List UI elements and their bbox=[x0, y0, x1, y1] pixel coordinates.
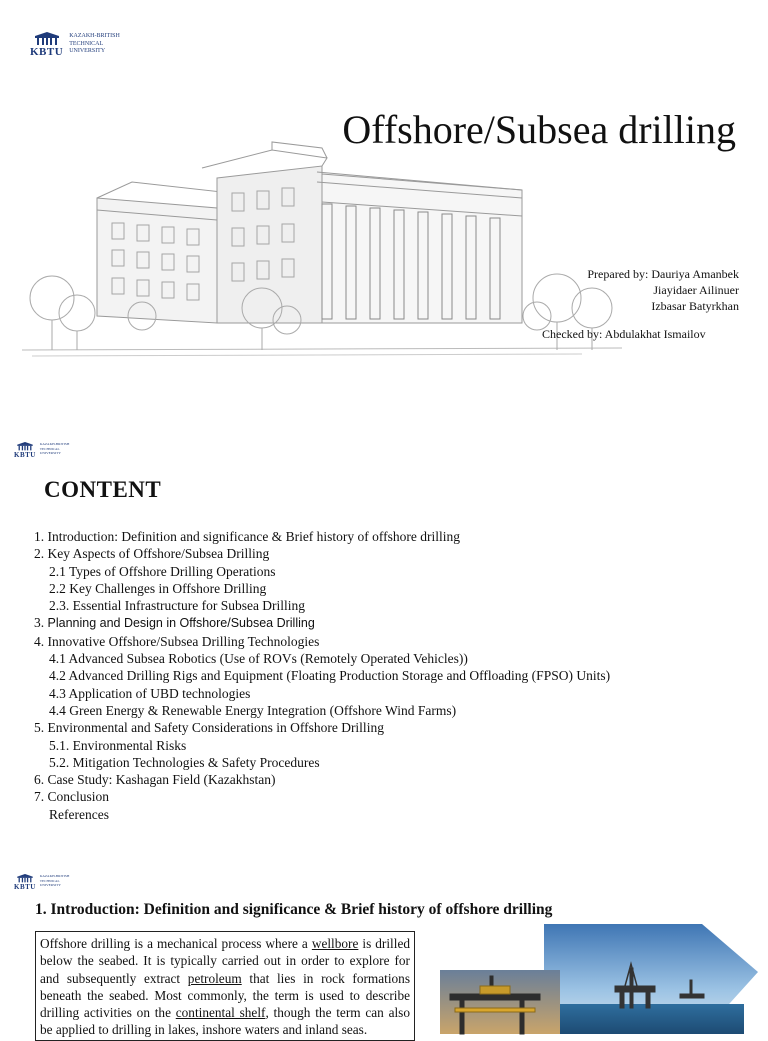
para-text: Offshore drilling is a mechanical process where a bbox=[40, 936, 312, 951]
introduction-slide bbox=[0, 840, 768, 1038]
logo-line: TECHNICAL bbox=[39, 446, 60, 451]
logo-line: UNIVERSITY bbox=[39, 883, 61, 887]
toc-item bbox=[34, 771, 610, 788]
contents-heading: CONTENT bbox=[44, 477, 162, 502]
logo-line: KAZAKH-BRITISH bbox=[39, 874, 70, 878]
para-text: that lies in rock formations beneath the seabed. Most commonly, the term is used to describe drilling activities on the bbox=[40, 970, 411, 1021]
logo-line: KAZAKH-BRITISH bbox=[69, 33, 120, 39]
logo-line: UNIVERSITY bbox=[69, 48, 106, 54]
toc-item-text: 4.4 Green Energy & Renewable Energy Integration (Offshore Wind Farms) bbox=[49, 702, 457, 718]
toc-item-text: References bbox=[49, 806, 109, 822]
petroleum-link[interactable]: petroleum bbox=[187, 970, 242, 986]
title-slide bbox=[0, 0, 768, 384]
toc-item bbox=[34, 685, 610, 702]
kbtu-emblem-icon bbox=[16, 874, 34, 883]
prepared-by: Prepared by: Dauriya Amanbek bbox=[587, 267, 739, 281]
author-name: Izbasar Batyrkhan bbox=[651, 299, 739, 313]
toc-item-text: 2.2 Key Challenges in Offshore Drilling bbox=[49, 580, 267, 596]
toc-item bbox=[34, 702, 610, 719]
toc-item-text: 3. bbox=[34, 615, 48, 631]
toc-item-text: 4. Innovative Offshore/Subsea Drilling Technologies bbox=[34, 633, 320, 649]
wellbore-link[interactable]: wellbore bbox=[311, 936, 359, 951]
kbtu-logo bbox=[14, 874, 69, 891]
toc-item bbox=[34, 788, 610, 805]
section-heading: 1. Introduction: Definition and significance & Brief history of offshore drilling bbox=[35, 901, 553, 918]
toc-item bbox=[34, 633, 610, 650]
contents-slide bbox=[0, 432, 768, 832]
toc-item bbox=[34, 563, 610, 580]
toc-item bbox=[34, 737, 610, 754]
toc-item-text: 1. Introduction: Definition and significance & Brief history of offshore drilling bbox=[34, 529, 461, 544]
toc-item bbox=[34, 667, 610, 684]
toc-item bbox=[34, 650, 610, 667]
author-credits bbox=[587, 266, 739, 314]
toc-item bbox=[34, 614, 610, 632]
logo-line: TECHNICAL bbox=[39, 878, 60, 883]
toc-item-text: 4.2 Advanced Drilling Rigs and Equipment (Floating Production Storage and Offloading (FPSO) Units) bbox=[49, 668, 611, 684]
kbtu-logo bbox=[14, 442, 69, 459]
checked-by: Checked by: Abdulakhat Ismailov bbox=[542, 327, 706, 341]
kbtu-logo bbox=[30, 32, 120, 58]
logo-mark: KBTU bbox=[30, 46, 64, 58]
para-text: is drilled below the seabed. It is typically carried out in order to explore for and subsequently extract bbox=[40, 936, 410, 986]
logo-line: UNIVERSITY bbox=[39, 451, 61, 455]
logo-line: TECHNICAL bbox=[69, 40, 104, 47]
toc-item-text: 6. Case Study: Kashagan Field (Kazakhstan) bbox=[34, 772, 276, 788]
toc-item-text: 5.2. Mitigation Technologies & Safety Procedures bbox=[49, 754, 320, 770]
toc-item-text: 7. Conclusion bbox=[34, 789, 110, 805]
toc-item-text: 2. Key Aspects of Offshore/Subsea Drilling bbox=[34, 546, 270, 562]
author-name: Jiayidaer Ailinuer bbox=[653, 283, 739, 297]
presentation-title: Offshore/Subsea drilling bbox=[342, 107, 736, 152]
toc-item-tail: Planning and Design in Offshore/Subsea Drilling bbox=[47, 616, 315, 631]
toc-item bbox=[34, 806, 610, 823]
toc-item bbox=[34, 528, 610, 545]
kbtu-emblem-icon bbox=[34, 32, 60, 46]
logo-line: KAZAKH-BRITISH bbox=[39, 442, 70, 446]
toc-item-text: 2.3. Essential Infrastructure for Subsea Drilling bbox=[49, 598, 306, 614]
logo-mark: KBTU bbox=[14, 451, 36, 459]
toc-item bbox=[34, 719, 610, 736]
kbtu-emblem-icon bbox=[16, 442, 34, 451]
toc-item-text: 5. Environmental and Safety Considerations in Offshore Drilling bbox=[34, 720, 384, 736]
toc-item-text: 4.3 Application of UBD technologies bbox=[49, 685, 251, 701]
continental-shelf-link[interactable]: continental shelf bbox=[175, 1005, 266, 1021]
definition-textbox bbox=[35, 931, 415, 1041]
toc-item bbox=[34, 754, 610, 771]
university-building-sketch bbox=[22, 138, 622, 364]
toc-item-text: 5.1. Environmental Risks bbox=[49, 737, 187, 753]
toc-item-text: 4.1 Advanced Subsea Robotics (Use of ROVs (Remotely Operated Vehicles)) bbox=[49, 651, 468, 667]
toc-item bbox=[34, 580, 610, 597]
toc-item-text: 2.1 Types of Offshore Drilling Operations bbox=[49, 563, 276, 579]
logo-mark: KBTU bbox=[14, 883, 36, 891]
para-text: , though the term can also be applied to drilling in lakes, inshore waters and inland seas. bbox=[40, 1005, 410, 1038]
offshore-rig-photo bbox=[440, 924, 758, 1034]
table-of-contents bbox=[34, 528, 610, 823]
toc-item bbox=[34, 597, 610, 614]
toc-item bbox=[34, 545, 610, 562]
